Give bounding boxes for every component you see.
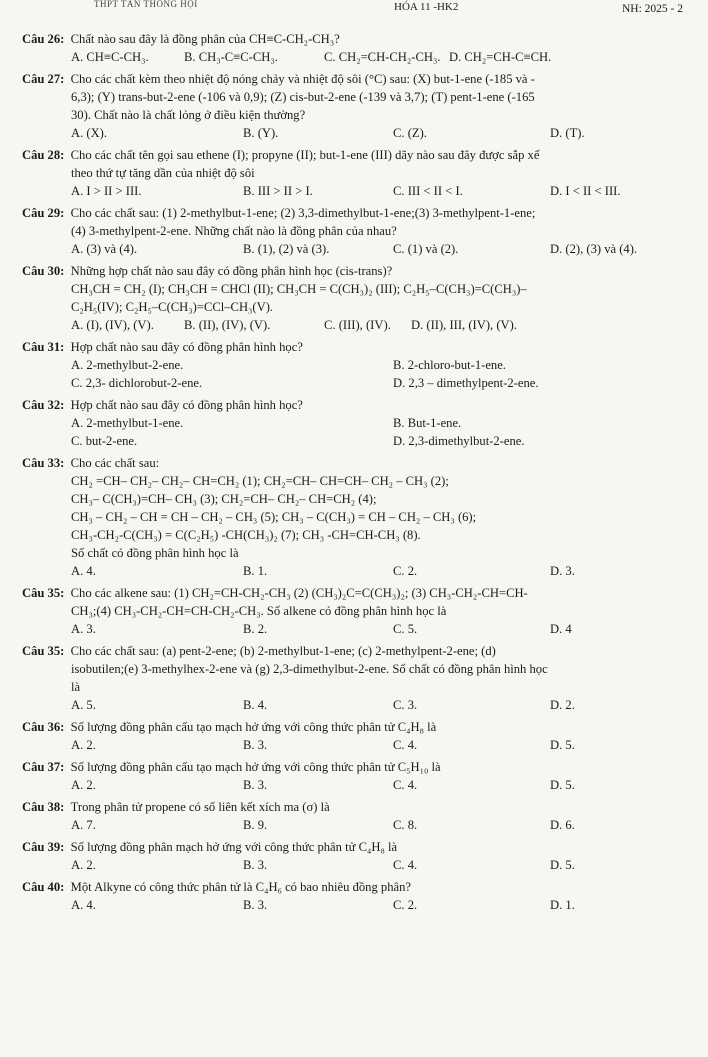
- answer-option[interactable]: A. (3) và (4).: [71, 242, 138, 256]
- question-text-line: [22, 878, 700, 896]
- answer-option[interactable]: C. 3.: [393, 698, 418, 712]
- question: [22, 718, 700, 754]
- question: [22, 338, 700, 392]
- question-text-line: [22, 838, 700, 856]
- question-text: C₂H₅(IV); C₂H₅–C(CH₃)=CCl–CH₃(V).: [71, 300, 274, 314]
- answer-option[interactable]: A. 2.: [71, 858, 96, 872]
- answer-options: [22, 816, 700, 834]
- answer-option[interactable]: A. 2-methylbut-1-ene.: [71, 416, 184, 430]
- question-text-line: [22, 490, 700, 508]
- question-text-line: [22, 396, 700, 414]
- answer-option[interactable]: A. 2.: [71, 778, 96, 792]
- question-text: CH₃– C(CH₃)=CH– CH₃ (3); CH₂=CH– CH₂– CH=CH₂ (4);: [71, 492, 377, 506]
- answer-option[interactable]: C. (Z).: [393, 126, 427, 140]
- answer-option[interactable]: C. III < II < I.: [393, 184, 463, 198]
- question-text: (4) 3-methylpent-2-ene. Những chất nào là đồng phân của nhau?: [71, 224, 397, 238]
- answer-option[interactable]: D. 1.: [550, 898, 575, 912]
- question-number: Câu 33:: [22, 456, 65, 470]
- question-text: Số lượng đồng phân cấu tạo mạch hở ứng với công thức phân tử C₄H₈ là: [70, 720, 437, 734]
- answer-option[interactable]: D. (II), III, (IV), (V).: [411, 318, 517, 332]
- question: [22, 878, 700, 914]
- question-text: theo thứ tự tăng dần của nhiệt độ sôi: [71, 166, 255, 180]
- question-text: CH₃;(4) CH₃-CH₂-CH=CH-CH₂-CH₃. Số alkene có đồng phân hình học là: [71, 604, 447, 618]
- answer-option[interactable]: D. 4: [550, 622, 572, 636]
- answer-option[interactable]: C. 2,3- dichlorobut-2-ene.: [71, 376, 203, 390]
- question-text: Hợp chất nào sau đây có đồng phân hình học?: [70, 398, 303, 412]
- answer-option[interactable]: B. 2.: [243, 622, 268, 636]
- question: [22, 30, 700, 66]
- answer-option[interactable]: D. 6.: [550, 818, 575, 832]
- question: [22, 642, 700, 714]
- answer-option[interactable]: A. 5.: [71, 698, 96, 712]
- answer-options: [22, 620, 700, 638]
- question-number: Câu 40:: [22, 880, 65, 894]
- question: [22, 70, 700, 142]
- question-text: Cho các chất tên gọi sau ethene (I); propyne (II); but-1-ene (III) dãy nào sau đây được sắp xế: [70, 148, 540, 162]
- question-number: Câu 32:: [22, 398, 65, 412]
- answer-option[interactable]: A. (X).: [71, 126, 108, 140]
- subject-label: HÓA 11 -HK2: [394, 1, 459, 13]
- question-text-line: [22, 584, 700, 602]
- question-text-line: [22, 338, 700, 356]
- answer-option[interactable]: B. But-1-ene.: [393, 416, 462, 430]
- answer-option[interactable]: C. (1) và (2).: [393, 242, 459, 256]
- answer-options: [22, 182, 700, 200]
- question-text-line: [22, 146, 700, 164]
- question-text-line: [22, 454, 700, 472]
- question-number: Câu 27:: [22, 72, 65, 86]
- question-text-line: [22, 222, 700, 240]
- answer-option[interactable]: D. 2.: [550, 698, 575, 712]
- answer-option[interactable]: C. 8.: [393, 818, 418, 832]
- question-list: [22, 30, 700, 914]
- question-text-line: [22, 798, 700, 816]
- answer-option[interactable]: A. 2.: [71, 738, 96, 752]
- question-text-line: [22, 526, 700, 544]
- question: [22, 584, 700, 638]
- answer-options: [22, 414, 700, 432]
- answer-option[interactable]: B. (Y).: [243, 126, 279, 140]
- answer-option[interactable]: D. CH₂=CH-C≡CH.: [449, 50, 552, 64]
- question-text: CH₃CH = CH₂ (I); CH₃CH = CHCl (II); CH₃CH = C(CH₃)₂ (III); C₂H₅–C(CH₃)=C(CH₃)–: [71, 282, 527, 296]
- answer-options: [22, 896, 700, 914]
- question-text-line: [22, 472, 700, 490]
- question-text: Cho các chất sau: (a) pent-2-ene; (b) 2-methylbut-1-ene; (c) 2-methylpent-2-ene; (d): [70, 644, 496, 658]
- question-text: Cho các chất sau: (1) 2-methylbut-1-ene; (2) 3,3-dimethylbut-1-ene;(3) 3-methylpent-1-ene;: [70, 206, 536, 220]
- answer-option[interactable]: A. 7.: [71, 818, 96, 832]
- question-number: Câu 30:: [22, 264, 65, 278]
- answer-option[interactable]: D. 2,3-dimethylbut-2-ene.: [393, 434, 525, 448]
- answer-options: [22, 356, 700, 374]
- question: [22, 758, 700, 794]
- answer-option[interactable]: A. 3.: [71, 622, 96, 636]
- question-number: Câu 35:: [22, 586, 65, 600]
- answer-option[interactable]: A. 2-methylbut-2-ene.: [71, 358, 184, 372]
- answer-options: [22, 316, 700, 334]
- answer-option[interactable]: B. 3.: [243, 898, 268, 912]
- answer-option[interactable]: D. 5.: [550, 738, 575, 752]
- question-text: isobutilen;(e) 3-methylhex-2-ene và (g) 2,3-dimethylbut-2-ene. Số chất có đồng phân hình học: [71, 662, 548, 676]
- answer-option[interactable]: C. but-2-ene.: [71, 434, 138, 448]
- answer-option[interactable]: B. 2-chloro-but-1-ene.: [393, 358, 506, 372]
- question-text-line: [22, 88, 700, 106]
- answer-option[interactable]: C. 4.: [393, 778, 418, 792]
- answer-option[interactable]: B. 3.: [243, 778, 268, 792]
- question-number: Câu 38:: [22, 800, 65, 814]
- question-text: Cho các alkene sau: (1) CH₂=CH-CH₂-CH₃ (2) (CH₃)₂C=C(CH₃)₂; (3) CH₃-CH₂-CH=CH-: [70, 586, 528, 600]
- question-text-line: [22, 262, 700, 280]
- question-text: Chất nào sau đây là đồng phân của CH≡C-CH₂-CH₃?: [70, 32, 340, 46]
- header: [22, 0, 700, 30]
- answer-option[interactable]: B. III > II > I.: [243, 184, 313, 198]
- answer-option[interactable]: D. 2,3 – dimethylpent-2-ene.: [393, 376, 539, 390]
- question-text: Những hợp chất nào sau đây có đồng phân hình học (cis-trans)?: [70, 264, 393, 278]
- answer-option[interactable]: B. 1.: [243, 564, 268, 578]
- answer-option[interactable]: D. I < II < III.: [550, 184, 621, 198]
- answer-options: [22, 124, 700, 142]
- answer-option[interactable]: A. (I), (IV), (V).: [71, 318, 154, 332]
- question-number: Câu 37:: [22, 760, 65, 774]
- question-text-line: [22, 106, 700, 124]
- answer-option[interactable]: A. 4.: [71, 564, 96, 578]
- question-text: Trong phân tử propene có số liên kết xích ma (σ) là: [70, 800, 330, 814]
- answer-options: [22, 562, 700, 580]
- question-text: Số lượng đồng phân cấu tạo mạch hở ứng với công thức phân tử C₅H₁₀ là: [70, 760, 441, 774]
- question-text-line: [22, 70, 700, 88]
- answer-options: [22, 856, 700, 874]
- answer-option[interactable]: A. 4.: [71, 898, 96, 912]
- question-text: Cho các chất sau:: [70, 456, 160, 470]
- answer-options: [22, 374, 700, 392]
- question-text-line: [22, 204, 700, 222]
- answer-options: [22, 776, 700, 794]
- answer-option[interactable]: D. 5.: [550, 858, 575, 872]
- question: [22, 396, 700, 450]
- question-text-line: [22, 508, 700, 526]
- question-text-line: [22, 602, 700, 620]
- question-text: Cho các chất kèm theo nhiệt độ nóng chảy và nhiệt độ sôi (°C) sau: (X) but-1-ene (-185 và -: [70, 72, 535, 86]
- answer-options: [22, 240, 700, 258]
- question-text: 6,3); (Y) trans-but-2-ene (-106 và 0,9); (Z) cis-but-2-ene (-139 và 3,7); (T) pent-1-ene (-165: [71, 90, 535, 104]
- question-number: Câu 39:: [22, 840, 65, 854]
- answer-option[interactable]: C. 4.: [393, 738, 418, 752]
- answer-options: [22, 696, 700, 714]
- question-text: 30). Chất nào là chất lỏng ở điều kiện thường?: [71, 108, 306, 122]
- question-text-line: [22, 678, 700, 696]
- question-text-line: [22, 660, 700, 678]
- question-text: Số chất có đồng phân hình học là: [71, 546, 239, 560]
- answer-option[interactable]: B. (II), (IV), (V).: [184, 318, 271, 332]
- question-number: Câu 26:: [22, 32, 65, 46]
- question-text: CH₃-CH₂-C(CH₃) = C(C₂H₅) -CH(CH₃)₂ (7); CH₃ -CH=CH-CH₃ (8).: [71, 528, 421, 542]
- answer-option[interactable]: A. CH≡C-CH₃.: [71, 50, 149, 64]
- answer-option[interactable]: C. 2.: [393, 564, 418, 578]
- question-text-line: [22, 164, 700, 182]
- question-text-line: [22, 642, 700, 660]
- answer-option[interactable]: C. CH₂=CH-CH₂-CH₃.: [324, 50, 441, 64]
- school-year: NH: 2025 - 2: [622, 3, 684, 15]
- answer-option[interactable]: C. 4.: [393, 858, 418, 872]
- question: [22, 454, 700, 580]
- answer-option[interactable]: D. (T).: [550, 126, 585, 140]
- question-number: Câu 31:: [22, 340, 65, 354]
- question-text-line: [22, 544, 700, 562]
- question-number: Câu 35:: [22, 644, 65, 658]
- answer-option[interactable]: B. CH₃-C≡C-CH₃.: [184, 50, 278, 64]
- question-text-line: [22, 718, 700, 736]
- question-text-line: [22, 758, 700, 776]
- question-text-line: [22, 30, 700, 48]
- answer-option[interactable]: C. (III), (IV).: [324, 318, 391, 332]
- question: [22, 204, 700, 258]
- answer-option[interactable]: C. 2.: [393, 898, 418, 912]
- answer-option[interactable]: D. (2), (3) và (4).: [550, 242, 638, 256]
- answer-options: [22, 736, 700, 754]
- question-text-line: [22, 298, 700, 316]
- answer-option[interactable]: B. 9.: [243, 818, 268, 832]
- answer-option[interactable]: A. I > II > III.: [71, 184, 142, 198]
- answer-options: [22, 48, 700, 66]
- question: [22, 146, 700, 200]
- question-number: Câu 29:: [22, 206, 65, 220]
- question-text: Hợp chất nào sau đây có đồng phân hình học?: [70, 340, 303, 354]
- question-text: Số lượng đồng phân mạch hở ứng với công thức phân tử C₄H₈ là: [70, 840, 398, 854]
- question: [22, 262, 700, 334]
- question-text: CH₂ =CH– CH₂– CH₂– CH=CH₂ (1); CH₂=CH– CH=CH– CH₂ – CH₃ (2);: [71, 474, 449, 488]
- answer-option[interactable]: D. 3.: [550, 564, 575, 578]
- question-text: Một Alkyne có công thức phân tử là C₄H₆ có bao nhiêu đồng phân?: [70, 880, 411, 894]
- question-number: Câu 36:: [22, 720, 65, 734]
- question-text: CH₃ – CH₂ – CH = CH – CH₂ – CH₃ (5); CH₃ – C(CH₃) = CH – CH₂ – CH₃ (6);: [71, 510, 477, 524]
- question: [22, 798, 700, 834]
- answer-option[interactable]: B. 4.: [243, 698, 268, 712]
- question-number: Câu 28:: [22, 148, 65, 162]
- answer-option[interactable]: B. 3.: [243, 738, 268, 752]
- answer-option[interactable]: B. 3.: [243, 858, 268, 872]
- answer-options: [22, 432, 700, 450]
- answer-option[interactable]: C. 5.: [393, 622, 418, 636]
- school-name: THPT TÂN THÔNG HỘI: [94, 0, 198, 9]
- question-text: là: [71, 680, 81, 694]
- question-text-line: [22, 280, 700, 298]
- answer-option[interactable]: D. 5.: [550, 778, 575, 792]
- answer-option[interactable]: B. (1), (2) và (3).: [243, 242, 330, 256]
- question: [22, 838, 700, 874]
